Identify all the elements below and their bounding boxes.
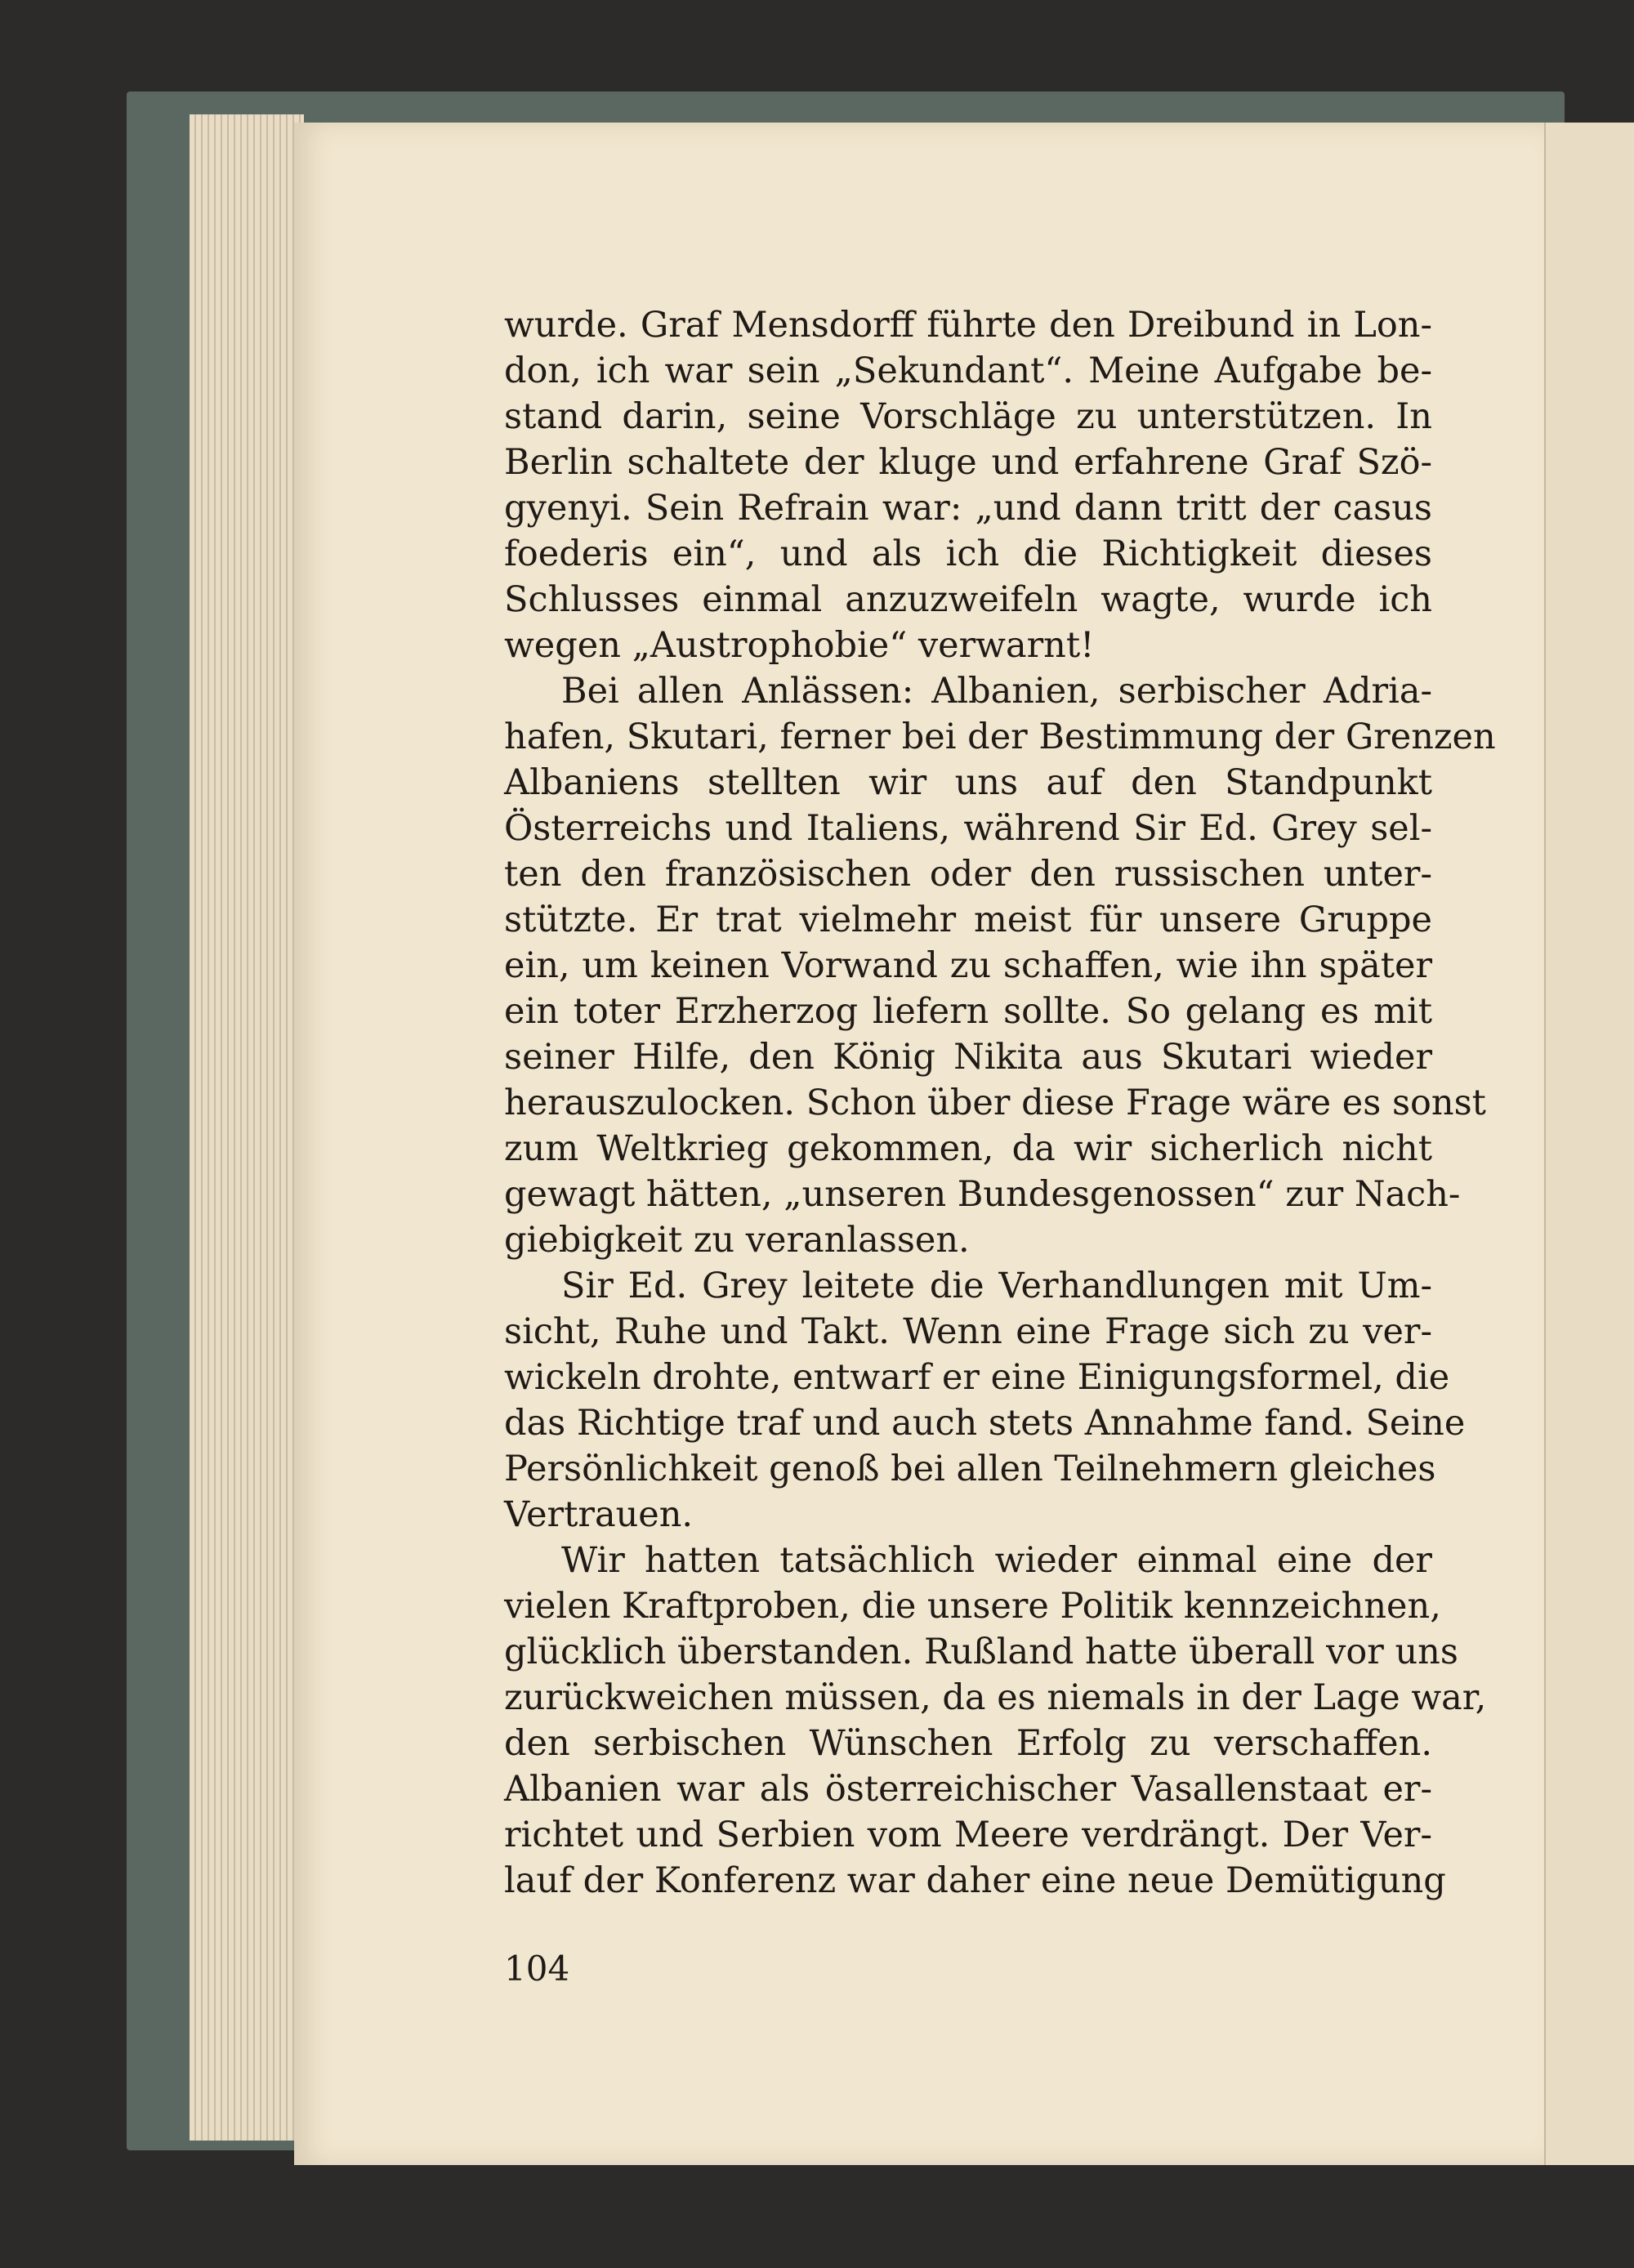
- text-line: hafen, Skutari, ferner bei der Bestimmung der Grenzen: [504, 717, 1496, 757]
- text-line: vielen Kraftproben, die unsere Politik kennzeichnen,: [504, 1586, 1441, 1627]
- text-line: wurde. Graf Mensdorff führte den Dreibund in Lon-: [504, 305, 1432, 346]
- text-line: das Richtige traf und auch stets Annahme fand. Seine: [504, 1403, 1466, 1444]
- text-line: gyenyi. Sein Refrain war: „und dann tritt der casus: [504, 488, 1432, 529]
- text-line: wegen „Austrophobie“ verwarnt!: [504, 625, 1095, 666]
- text-line: zum Weltkrieg gekommen, da wir sicherlich nicht: [504, 1128, 1432, 1169]
- paragraph-start-line: Sir Ed. Grey leitete die Verhandlungen mit Um-: [561, 1266, 1432, 1306]
- text-line: zurückweichen müssen, da es niemals in der Lage war,: [504, 1677, 1487, 1718]
- text-line: den serbischen Wünschen Erfolg zu verschaffen.: [504, 1723, 1432, 1764]
- text-line: herauszulocken. Schon über diese Frage wäre es sonst: [504, 1083, 1486, 1123]
- text-line: sicht, Ruhe und Takt. Wenn eine Frage sich zu ver-: [504, 1311, 1432, 1352]
- text-line: ein, um keinen Vorwand zu schaffen, wie ihn später: [504, 945, 1432, 986]
- facing-page-edge: [1544, 123, 1634, 2165]
- text-line: Albanien war als österreichischer Vasallenstaat er-: [504, 1769, 1432, 1810]
- text-line: Schlusses einmal anzuzweifeln wagte, wurde ich: [504, 579, 1432, 620]
- body-text: [504, 302, 1496, 1904]
- text-line: don, ich war sein „Sekundant“. Meine Aufgabe be-: [504, 350, 1432, 391]
- text-line: ein toter Erzherzog liefern sollte. So gelang es mit: [504, 991, 1432, 1032]
- page-stack-edge: [190, 114, 304, 2141]
- paragraph-start-line: Bei allen Anlässen: Albanien, serbischer Adria-: [561, 671, 1432, 712]
- text-line: richtet und Serbien vom Meere verdrängt. Der Ver-: [504, 1815, 1432, 1855]
- text-line: stützte. Er trat vielmehr meist für unsere Gruppe: [504, 900, 1432, 940]
- text-line: ten den französischen oder den russischen unter-: [504, 854, 1432, 895]
- page-number: 104: [504, 1949, 570, 1989]
- text-line: glücklich überstanden. Rußland hatte überall vor uns: [504, 1632, 1458, 1672]
- paragraph-start-line: Wir hatten tatsächlich wieder einmal eine der: [561, 1540, 1432, 1581]
- text-line: wickeln drohte, entwarf er eine Einigungsformel, die: [504, 1357, 1450, 1398]
- text-line: foederis ein“, und als ich die Richtigkeit dieses: [504, 534, 1432, 574]
- text-line: Persönlichkeit genoß bei allen Teilnehmern gleiches: [504, 1449, 1436, 1489]
- text-line: lauf der Konferenz war daher eine neue Demütigung: [504, 1860, 1446, 1901]
- text-line: stand darin, seine Vorschläge zu unterstützen. In: [504, 396, 1432, 437]
- text-line: Vertrauen.: [504, 1494, 694, 1535]
- text-line: gewagt hätten, „unseren Bundesgenossen“ zur Nach-: [504, 1174, 1461, 1215]
- text-line: Albaniens stellten wir uns auf den Standpunkt: [504, 762, 1432, 803]
- text-line: giebigkeit zu veranlassen.: [504, 1220, 970, 1261]
- text-line: Berlin schaltete der kluge und erfahrene Graf Szö-: [504, 442, 1432, 483]
- text-line: seiner Hilfe, den König Nikita aus Skutari wieder: [504, 1037, 1432, 1078]
- text-line: Österreichs und Italiens, während Sir Ed. Grey sel-: [504, 808, 1432, 849]
